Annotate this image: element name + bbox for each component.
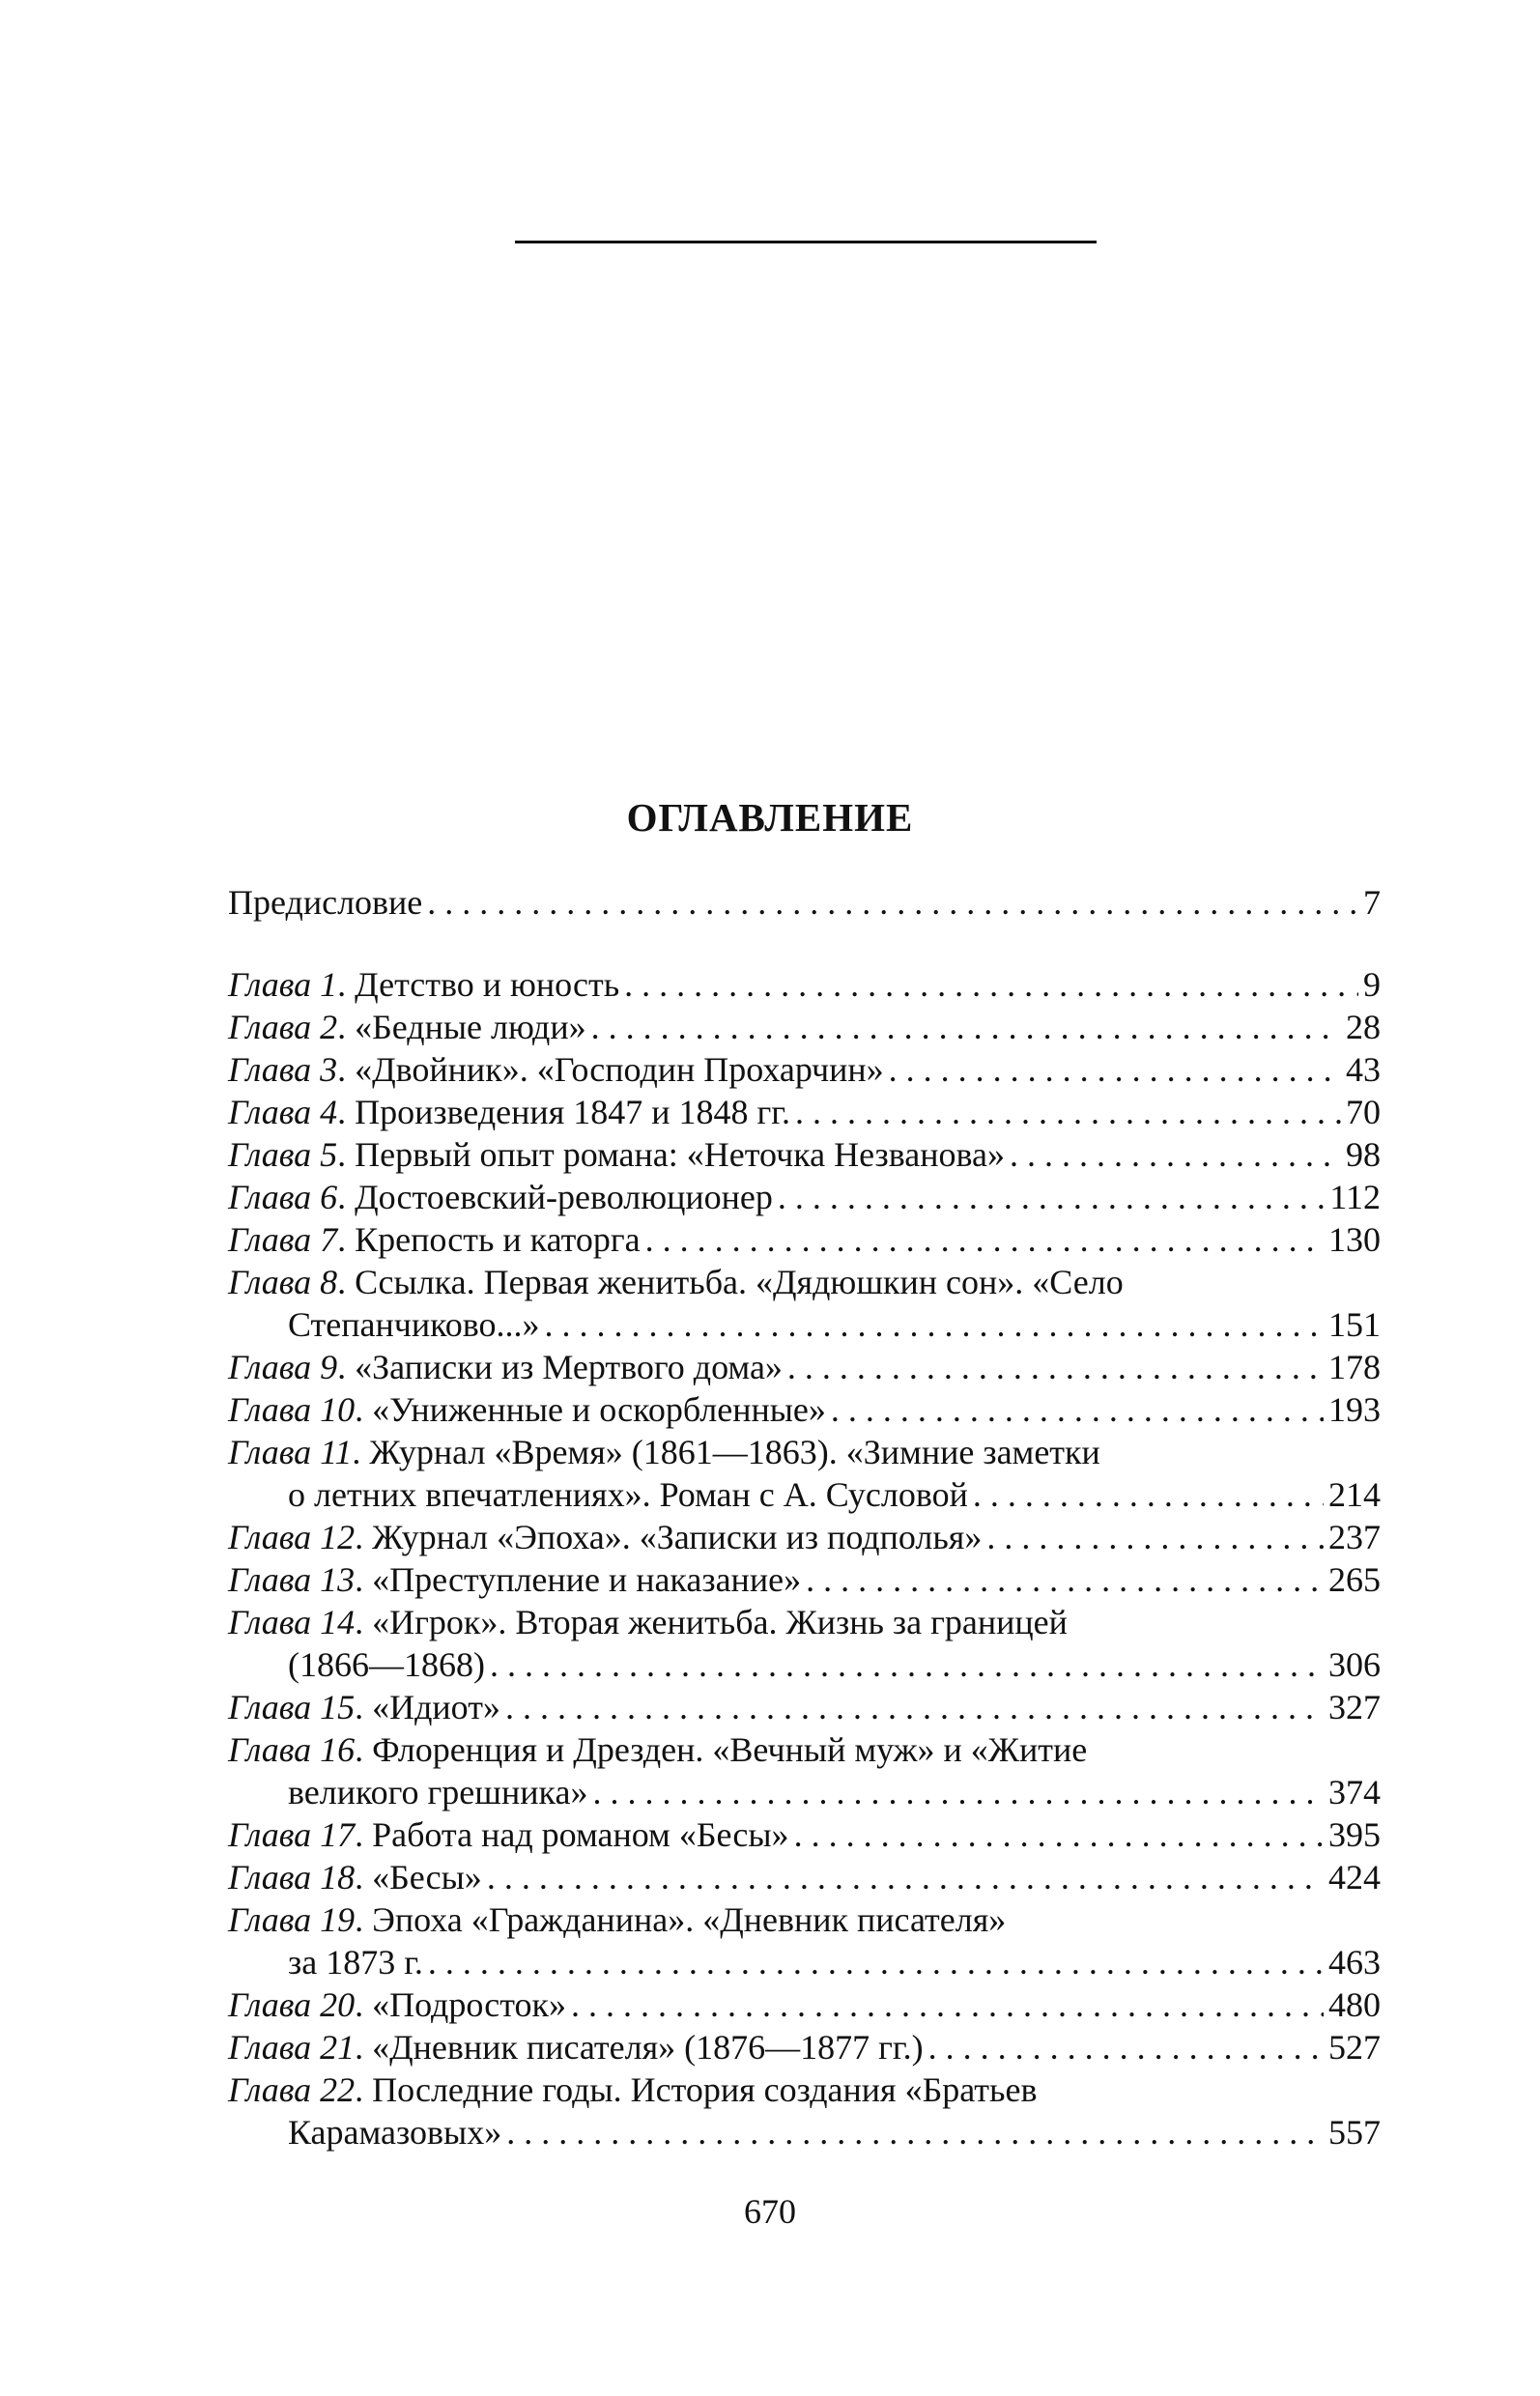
toc-entry-title: «Подросток» [372, 1985, 566, 2024]
dot-leader [487, 1856, 1324, 1898]
label-separator: . [355, 2028, 373, 2067]
toc-entry-title: «Записки из Мертвого дома» [355, 1348, 783, 1386]
toc-line [228, 1346, 1381, 1388]
toc-entry[interactable] [228, 1983, 1381, 2026]
chapter-label: Глава 21 [228, 2028, 356, 2067]
label-separator: . [355, 1518, 373, 1556]
toc-page-number: 214 [1328, 1475, 1381, 1514]
page-title: ОГЛАВЛЕНИЕ [626, 795, 914, 840]
toc-entry-title: Эпоха «Гражданина». «Дневник писателя» [372, 1900, 1007, 1939]
toc-line [228, 1558, 1381, 1601]
toc-line [228, 963, 1381, 1006]
dot-leader [645, 1218, 1324, 1261]
chapter-label: Глава 6 [228, 1178, 338, 1216]
toc-line [228, 1771, 1381, 1813]
toc-line [228, 1643, 1381, 1686]
toc-entry-title: Крепость и каторга [355, 1220, 641, 1259]
label-separator: . [352, 1433, 370, 1471]
chapter-label: Глава 19 [228, 1900, 356, 1939]
chapter-label: Глава 4 [228, 1093, 338, 1131]
label-separator: . [355, 1560, 373, 1599]
toc-line [228, 1941, 1381, 1983]
chapter-label: Глава 10 [228, 1390, 356, 1429]
chapter-label: Глава 12 [228, 1518, 356, 1556]
label-separator: . [337, 1220, 356, 1259]
toc-entry-title: Флоренция и Дрезден. «Вечный муж» и «Житие [372, 1730, 1088, 1769]
toc-entry-title: Журнал «Эпоха». «Записки из подполья» [372, 1518, 983, 1556]
toc-page-number: 7 [1363, 883, 1381, 922]
dot-leader [778, 1176, 1325, 1218]
chapter-list [228, 963, 1381, 2154]
toc-line [228, 1686, 1381, 1728]
toc-entry[interactable] [228, 1813, 1381, 1856]
toc-page-number: 70 [1346, 1093, 1381, 1131]
dot-leader [831, 1388, 1324, 1431]
toc-entry[interactable] [228, 1346, 1381, 1388]
toc-entry-title: Журнал «Время» (1861—1863). «Зимние заметки [369, 1433, 1100, 1471]
toc-entry-title: Степанчиково...» [288, 1305, 540, 1344]
toc-line [228, 1813, 1381, 1856]
chapter-label: Глава 16 [228, 1730, 356, 1769]
label-separator: . [355, 1603, 373, 1641]
toc-entry-title: «Бесы» [372, 1858, 482, 1897]
chapter-label: Глава 2 [228, 1008, 338, 1046]
toc-page-number: 395 [1328, 1815, 1381, 1854]
page-number: 670 [744, 2192, 796, 2231]
toc-page-number: 151 [1328, 1305, 1381, 1344]
toc-page-number: 306 [1328, 1645, 1381, 1684]
toc-entry[interactable] [228, 1516, 1381, 1558]
dot-leader [794, 1813, 1324, 1856]
toc-entry-title: (1866—1868) [288, 1645, 485, 1684]
toc-line [228, 1218, 1381, 1261]
toc-line [228, 2068, 1381, 2111]
dot-leader [806, 1558, 1324, 1601]
toc-page-number: 265 [1328, 1560, 1381, 1599]
toc-entry[interactable] [228, 1261, 1381, 1346]
toc-line [228, 1473, 1381, 1516]
label-separator: . [337, 1263, 356, 1301]
table-of-contents [228, 881, 1381, 2154]
chapter-label: Глава 11 [228, 1433, 353, 1471]
toc-page-number: 193 [1328, 1390, 1381, 1429]
toc-page-number: 480 [1328, 1985, 1381, 2024]
toc-entry-title: Карамазовых» [288, 2113, 502, 2152]
spacer [228, 924, 1381, 963]
chapter-label: Глава 14 [228, 1603, 356, 1641]
toc-entry-title: «Дневник писателя» (1876—1877 гг.) [372, 2028, 924, 2067]
toc-entry-title: Достоевский-революционер [355, 1178, 773, 1216]
toc-entry-title: о летних впечатлениях». Роман с А. Сусловой [288, 1475, 968, 1514]
toc-line [228, 1601, 1381, 1643]
dot-leader [545, 1303, 1324, 1346]
toc-page-number: 527 [1328, 2028, 1381, 2067]
label-separator: . [355, 2070, 373, 2109]
toc-entry[interactable] [228, 1898, 1381, 1983]
label-separator: . [355, 1688, 373, 1726]
chapter-label: Глава 1 [228, 965, 338, 1004]
toc-line [228, 1728, 1381, 1771]
dot-leader [986, 1516, 1324, 1558]
toc-line [228, 1048, 1381, 1091]
toc-page-number: 424 [1328, 1858, 1381, 1897]
toc-entry-title: Ссылка. Первая женитьба. «Дядюшкин сон». «Село [355, 1263, 1124, 1301]
toc-entry-preface[interactable] [228, 881, 1381, 924]
toc-entry-title: Произведения 1847 и 1848 гг. [355, 1093, 790, 1131]
label-separator: . [337, 1135, 356, 1174]
toc-entry[interactable] [228, 1601, 1381, 1686]
dot-leader [428, 1941, 1324, 1983]
toc-line [228, 1898, 1381, 1941]
toc-line [228, 1431, 1381, 1473]
toc-entry[interactable] [228, 963, 1381, 1006]
toc-page-number: 28 [1346, 1008, 1381, 1046]
toc-entry[interactable] [228, 1388, 1381, 1431]
dot-leader [571, 1983, 1324, 2026]
toc-entry[interactable] [228, 2068, 1381, 2154]
label-separator: . [337, 1348, 356, 1386]
toc-entry[interactable] [228, 1218, 1381, 1261]
chapter-label: Глава 18 [228, 1858, 356, 1897]
label-separator: . [337, 1008, 356, 1046]
dot-leader [427, 881, 1358, 924]
toc-line [228, 1983, 1381, 2026]
dot-leader [928, 2026, 1324, 2068]
chapter-label: Глава 20 [228, 1985, 356, 2024]
toc-line [228, 1856, 1381, 1898]
toc-entry[interactable] [228, 1431, 1381, 1516]
dot-leader [1010, 1133, 1341, 1176]
label-separator: . [337, 1093, 356, 1131]
chapter-label: Глава 8 [228, 1263, 338, 1301]
label-separator: . [355, 1858, 373, 1897]
toc-line [228, 1516, 1381, 1558]
toc-page-number: 237 [1328, 1518, 1381, 1556]
toc-line [228, 1006, 1381, 1048]
toc-entry[interactable] [228, 1728, 1381, 1813]
toc-entry-title: «Идиот» [372, 1688, 500, 1726]
toc-line [228, 1388, 1381, 1431]
toc-page-number: 9 [1363, 965, 1381, 1004]
toc-page-number: 463 [1328, 1943, 1381, 1982]
label-separator: . [355, 1730, 373, 1769]
dot-leader [889, 1048, 1341, 1091]
toc-entry[interactable] [228, 1856, 1381, 1898]
toc-line [228, 1303, 1381, 1346]
toc-entry-title: за 1873 г. [288, 1943, 423, 1982]
toc-page-number: 98 [1346, 1135, 1381, 1174]
toc-entry[interactable] [228, 1006, 1381, 1048]
chapter-label: Глава 5 [228, 1135, 338, 1174]
toc-entry-title: Предисловие [228, 883, 423, 922]
toc-entry-title: «Двойник». «Господин Прохарчин» [355, 1050, 884, 1089]
label-separator: . [355, 1900, 373, 1939]
toc-entry[interactable] [228, 1133, 1381, 1176]
toc-entry-title: «Униженные и оскорбленные» [372, 1390, 826, 1429]
toc-entry-title: «Игрок». Вторая женитьба. Жизнь за границей [372, 1603, 1068, 1641]
label-separator: . [337, 965, 356, 1004]
dot-leader [592, 1771, 1324, 1813]
dot-leader [624, 963, 1358, 1006]
toc-entry[interactable] [228, 1091, 1381, 1133]
dot-leader [591, 1006, 1341, 1048]
toc-entry-title: Детство и юность [355, 965, 620, 1004]
toc-entry-title: великого грешника» [288, 1773, 588, 1811]
toc-entry[interactable] [228, 1558, 1381, 1601]
dot-leader [490, 1643, 1324, 1686]
toc-line [228, 1261, 1381, 1303]
label-separator: . [355, 1985, 373, 2024]
toc-entry[interactable] [228, 1686, 1381, 1728]
chapter-label: Глава 7 [228, 1220, 338, 1259]
toc-entry-title: «Бедные люди» [355, 1008, 586, 1046]
label-separator: . [355, 1815, 373, 1854]
dot-leader [506, 2111, 1324, 2154]
toc-entry[interactable] [228, 2026, 1381, 2068]
dot-leader [505, 1686, 1324, 1728]
top-rule [515, 241, 1097, 243]
label-separator: . [337, 1050, 356, 1089]
toc-entry[interactable] [228, 1176, 1381, 1218]
toc-line [228, 2111, 1381, 2154]
toc-page-number: 130 [1328, 1220, 1381, 1259]
label-separator: . [355, 1390, 373, 1429]
dot-leader [795, 1091, 1341, 1133]
dot-leader [973, 1473, 1324, 1516]
toc-entry-title: Последние годы. История создания «Братьев [372, 2070, 1038, 2109]
toc-page-number: 557 [1328, 2113, 1381, 2152]
toc-entry-title: «Преступление и наказание» [372, 1560, 802, 1599]
toc-line [228, 2026, 1381, 2068]
toc-line [228, 1091, 1381, 1133]
chapter-label: Глава 3 [228, 1050, 338, 1089]
toc-line [228, 1133, 1381, 1176]
toc-page-number: 374 [1328, 1773, 1381, 1811]
label-separator: . [337, 1178, 356, 1216]
chapter-label: Глава 15 [228, 1688, 356, 1726]
toc-line [228, 1176, 1381, 1218]
toc-page-number: 43 [1346, 1050, 1381, 1089]
toc-entry-title: Первый опыт романа: «Неточка Незванова» [355, 1135, 1006, 1174]
toc-page-number: 178 [1328, 1348, 1381, 1386]
chapter-label: Глава 13 [228, 1560, 356, 1599]
chapter-label: Глава 17 [228, 1815, 356, 1854]
toc-entry-title: Работа над романом «Бесы» [372, 1815, 789, 1854]
toc-entry[interactable] [228, 1048, 1381, 1091]
chapter-label: Глава 22 [228, 2070, 356, 2109]
dot-leader [787, 1346, 1324, 1388]
toc-page-number: 112 [1329, 1178, 1381, 1216]
toc-page-number: 327 [1328, 1688, 1381, 1726]
chapter-label: Глава 9 [228, 1348, 338, 1386]
